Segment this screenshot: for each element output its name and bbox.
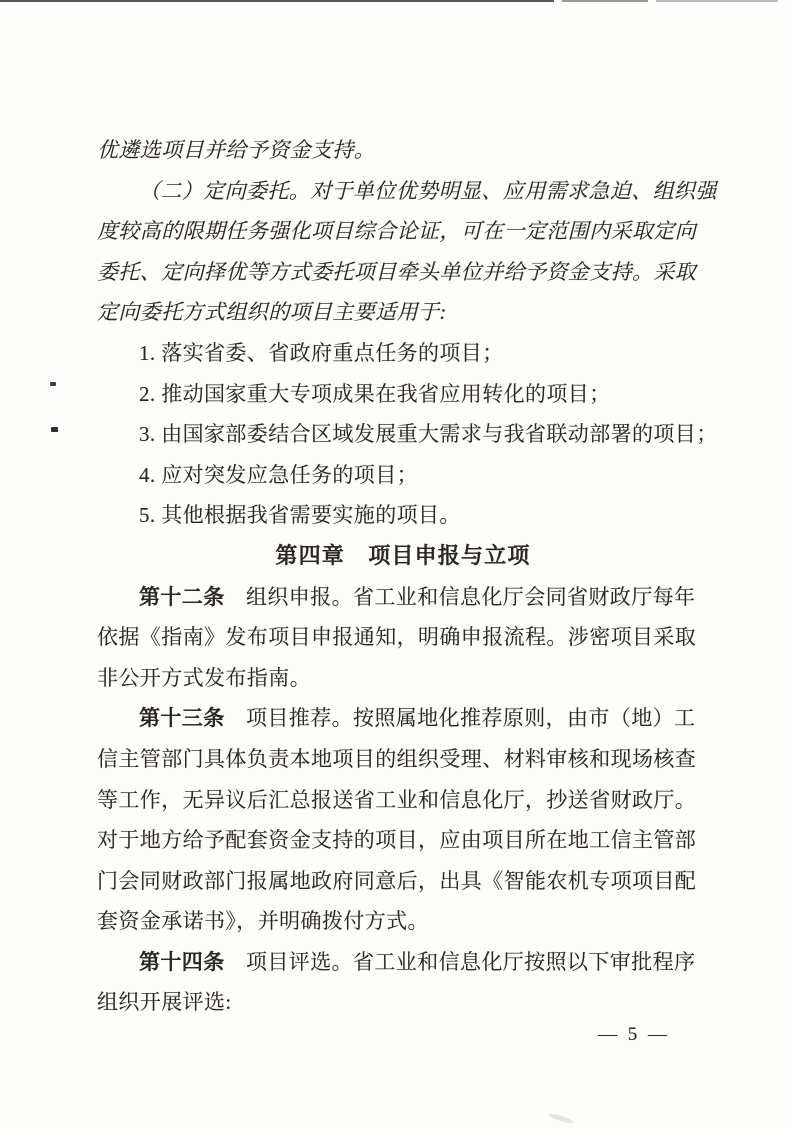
scan-artifact-topline — [0, 0, 554, 2]
text-line — [97, 374, 709, 415]
clause-number: 第十四条 — [139, 949, 225, 974]
text-line — [97, 211, 709, 252]
document-text — [97, 130, 718, 1023]
text-line — [97, 252, 709, 293]
text-line — [97, 495, 709, 536]
scan-artifact-topline — [562, 0, 648, 2]
scan-artifact-topline — [656, 0, 778, 2]
line-text: 信主管部门具体负责本地项目的组织受理、材料审核和现场核查 — [97, 746, 697, 771]
line-text: 依据《指南》发布项目申报通知，明确申报流程。涉密项目采取 — [97, 625, 697, 650]
scan-artifact-speck — [51, 427, 58, 432]
text-line — [97, 414, 718, 455]
line-text: 1. 落实省委、省政府重点任务的项目； — [139, 340, 504, 365]
line-text: 委托、定向择优等方式委托项目牵头单位并给予资金支持。采取 — [97, 259, 697, 284]
line-text: 组织开展评选: — [97, 990, 232, 1015]
line-text: 套资金承诺书》，并明确拨付方式。 — [97, 909, 429, 934]
line-text: 优遴选项目并给予资金支持。 — [97, 138, 376, 162]
text-line — [97, 739, 709, 780]
text-line — [97, 292, 709, 333]
line-text: 第四章 项目申报与立项 — [275, 542, 531, 568]
text-line — [97, 982, 709, 1023]
line-text: 4. 应对突发应急任务的项目； — [139, 462, 418, 487]
line-text: 2. 推动国家重大专项成果在我省应用转化的项目； — [139, 381, 611, 406]
scan-artifact-speck — [50, 382, 56, 386]
text-line — [97, 861, 709, 902]
text-line — [97, 698, 709, 739]
text-line — [97, 617, 709, 658]
text-line — [97, 577, 709, 618]
text-line — [97, 455, 709, 496]
chapter-heading — [97, 536, 709, 577]
line-text: 项目评选。省工业和信息化厅按照以下审批程序 — [224, 949, 696, 974]
text-line — [97, 901, 709, 942]
text-line — [97, 171, 717, 212]
text-line — [97, 130, 709, 171]
scan-artifact-smudge — [548, 1112, 574, 1125]
text-line — [97, 658, 709, 699]
line-text: 度较高的限期任务强化项目综合论证，可在一定范围内采取定向 — [97, 219, 697, 244]
line-text: 3. 由国家部委结合区域发展重大需求与我省联动部署的项目； — [139, 422, 718, 447]
line-text: 定向委托方式组织的项目主要适用于: — [97, 300, 447, 325]
text-line — [97, 780, 709, 821]
page-number: — 5 — — [598, 1024, 670, 1045]
text-line — [97, 820, 709, 861]
line-text: 5. 其他根据我省需要实施的项目。 — [139, 503, 461, 528]
line-text: 项目推荐。按照属地化推荐原则，由市（地）工 — [224, 706, 696, 731]
text-line — [97, 942, 709, 983]
line-text: 非公开方式发布指南。 — [97, 665, 311, 690]
clause-number: 第十二条 — [139, 584, 225, 609]
text-line — [97, 333, 709, 374]
line-text: 门会同财政部门报属地政府同意后，出具《智能农机专项项目配 — [97, 868, 697, 893]
line-text: 等工作，无异议后汇总报送省工业和信息化厅，抄送省财政厅。 — [97, 787, 697, 812]
line-text: 组织申报。省工业和信息化厅会同省财政厅每年 — [224, 584, 696, 609]
line-text: 对于地方给予配套资金支持的项目，应由项目所在地工信主管部 — [97, 828, 697, 853]
clause-number: 第十三条 — [139, 706, 225, 731]
line-text: （二）定向委托。对于单位优势明显、应用需求急迫、组织强 — [139, 178, 717, 203]
